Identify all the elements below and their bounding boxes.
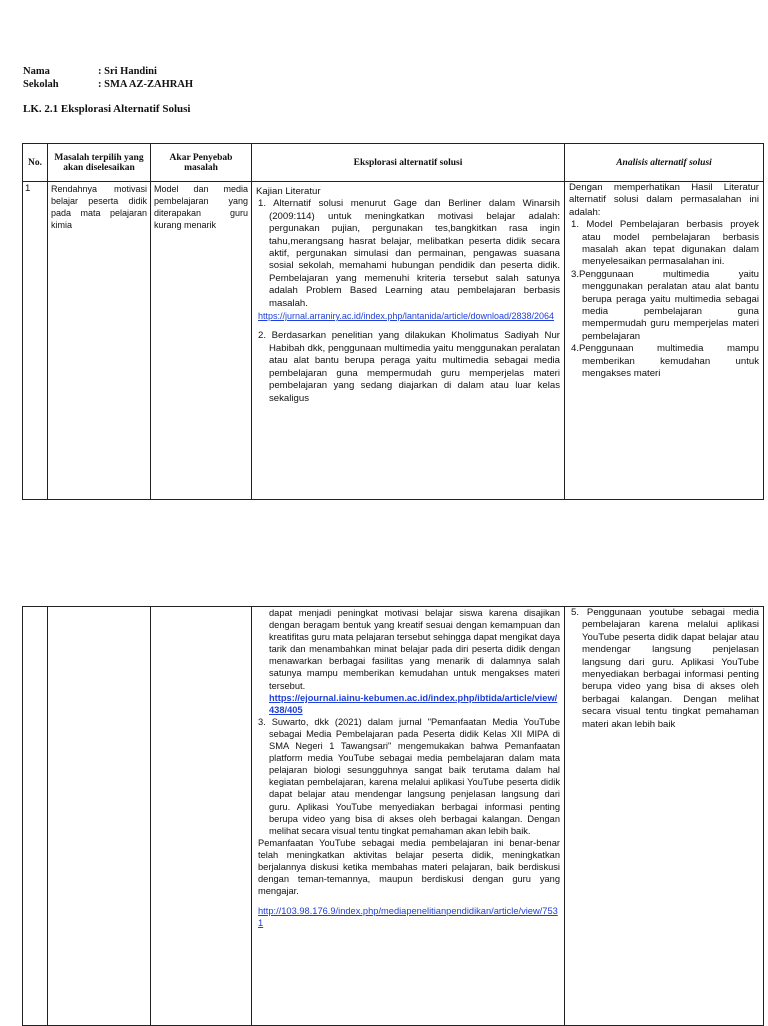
eksplorasi-item-2: 2. Berdasarkan penelitian yang dilakukan Kholimatus Sadiyah Nur Habibah dkk, penggunaan multimedia yaitu menggunakan peralatan atau alat bantu berupa peraga yaitu multimedia sebagai media pembelajaran guna mempermudah guru memperjelas materi pembelajaran yang sedang diajarkan di dalam atau luar kelas sekaligus: [258, 330, 560, 404]
header-eksplorasi: Eksplorasi alternatif solusi: [252, 144, 565, 182]
school-value: : SMA AZ-ZAHRAH: [98, 79, 194, 90]
school-row: [23, 79, 193, 90]
akar-cell: Model dan media pembelajaran yang diterapakan guru kurang menarik: [151, 182, 252, 500]
eksplorasi-item-1: 1. Alternatif solusi menurut Gage dan Berliner dalam Winarsih (2009:114) untuk meningkatkan motivasi belajar adalah: pergunakan pujian, pergunakan tes,bangkitkan rasa ingin tahu,merangsang hasrat belajar, melibatkan peserta didik secara aktif, pergunakan simulasi dan permainan, pengawas suasana sosial sekolah, memahami hubungan pendidik dan peserta didik. Pembelajaran yang memenuhi kriteria tersebut salah satunya adalah Problem Based Learning atau pembelajaran berbasis masalah.: [258, 198, 560, 309]
masalah-cell-empty: [48, 607, 151, 1026]
eksplorasi-cell-continued: [252, 607, 565, 1026]
row-number: 1: [23, 182, 48, 500]
name-label: Nama: [23, 66, 50, 77]
name-row: [23, 66, 157, 77]
analisis-cell: [565, 182, 764, 500]
row-number-empty: [23, 607, 48, 1026]
akar-cell-empty: [151, 607, 252, 1026]
solution-table-part1: [22, 143, 764, 500]
page-title: LK. 2.1 Eksplorasi Alternatif Solusi: [23, 103, 191, 115]
header-no: No.: [23, 144, 48, 182]
school-label: Sekolah: [23, 79, 59, 90]
header-analisis: Analisis alternatif solusi: [565, 144, 764, 182]
solution-table-part2: [22, 606, 764, 1026]
analisis-intro: Dengan memperhatikan Hasil Literatur alternatif solusi dalam permasalahan ini adalah:: [569, 182, 759, 218]
eksplorasi-item-3: 3. Suwarto, dkk (2021) dalam jurnal "Pemanfaatan Media YouTube sebagai Media Pembelajaran pada Peserta didik Kelas XII MIPA di SMA Negeri 1 Tawangsari" mengemukakan bahwa Pemanfaatan platform media YouTube sebagai media pembelajaran dalam mata pelajaran biologi sesungguhnya sangat baik terutama dalam hal kegiatan pembelajaran, karena melalui aplikasi YouTube peserta didik dapat belajar atau mendengar langsung penjelasan langsung dari guru. Aplikasi YouTube menyediakan berbagai informasi penting berupa video yang bisa di akses oleh berbagai kalangan. Dengan melihat secara visual tentu tingkat pemahaman akan lebih baik.: [258, 716, 560, 836]
analisis-item-5: 5. Penggunaan youtube sebagai media pembelajaran karena melalui aplikasi YouTube peserta didik dapat belajar atau mendengar langsung penjelasan langsung dari guru. Aplikasi YouTube menyediakan berbagai informasi penting berupa video yang bisa di akses oleh berbagai kalangan. Dengan melihat secara visual tentu tingkat pemahaman materi akan lebih baik: [571, 607, 759, 730]
header-akar: Akar Penyebab masalah: [151, 144, 252, 182]
eksplorasi-cell: [252, 182, 565, 500]
analisis-item-1: 1. Model Pembelajaran berbasis proyek atau model pembelajaran berbasis masalah akan tepat digunakan dalam menyelesaikan permasalahan ini.: [571, 219, 759, 268]
name-value: : Sri Handini: [98, 66, 157, 77]
reference-link-2[interactable]: https://ejournal.iainu-kebumen.ac.id/index.php/ibtida/article/view/438/405: [269, 692, 558, 715]
table-header-row: [23, 144, 764, 182]
header-masalah: Masalah terpilih yang akan diselesaikan: [48, 144, 151, 182]
reference-link-1[interactable]: https://jurnal.arraniry.ac.id/index.php/lantanida/article/download/2838/2064: [258, 311, 555, 322]
table-row: [23, 182, 764, 500]
masalah-cell: Rendahnya motivasi belajar peserta didik pada mata pelajaran kimia: [48, 182, 151, 500]
reference-link-3[interactable]: http://103.98.176.9/index.php/mediapenelitianpendidikan/article/view/7531: [258, 906, 558, 929]
eksplorasi-item-2-continued: dapat menjadi peningkat motivasi belajar siswa karena disajikan dengan beragam bentuk yang kreatif sesuai dengan kemampuan dan kreatifitas guru mata pelajaran tersebut sehingga dapat mengikat daya tarik dan menambahkan minat belajar pada diri peserta didik dengan menawarkan berbagai fasilitas yang menarik di dalamnya salah satunya mampu memberikan kemudahan untuk mengakses materi tersebut.: [269, 608, 560, 691]
analisis-cell-continued: [565, 607, 764, 1026]
table-row: [23, 607, 764, 1026]
eksplorasi-paragraph: Pemanfaatan YouTube sebagai media pembelajaran ini benar-benar telah meningkatkan aktivitas belajar peserta didik, meningkatkan berjalannya diskusi ketika membahas materi pelajaran, baik berdiskusi dengan teman-temannya, maupun berdiskusi dengan guru yang mengajar.: [258, 837, 560, 897]
analisis-item-4: 4.Penggunaan multimedia mampu memberikan kemudahan untuk mengakses materi: [571, 343, 759, 380]
analisis-item-3: 3.Penggunaan multimedia yaitu menggunakan peralatan atau alat bantu berupa peraga yaitu multimedia sebagai media pembelajaran guna mempermudah guru memperjelas materi pembelajaran: [571, 268, 759, 342]
kajian-literatur-heading: Kajian Literatur: [256, 186, 321, 197]
